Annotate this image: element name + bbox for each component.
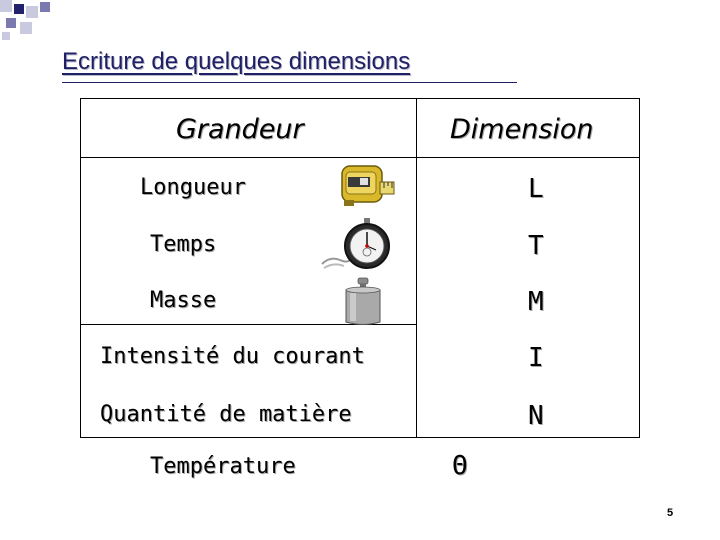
dimension-N: N (528, 401, 544, 431)
quantity-intensite: Intensité du courant (100, 344, 365, 369)
tape-measure-icon (332, 160, 400, 212)
title-underline (62, 82, 517, 83)
dimension-theta: Θ (452, 451, 468, 481)
quantity-temps: Temps (150, 232, 217, 257)
weight-icon (342, 276, 384, 328)
page-number: 5 (667, 507, 674, 519)
stopwatch-icon (318, 216, 394, 272)
quantity-longueur: Longueur (140, 175, 246, 200)
table-header-divider (80, 157, 640, 158)
slide-title: Ecriture de quelques dimensions (62, 48, 411, 75)
quantity-matiere: Quantité de matière (100, 402, 352, 427)
header-grandeur: Grandeur (176, 114, 304, 145)
table-column-divider (416, 98, 417, 438)
quantity-temperature: Température (150, 454, 296, 479)
dimension-T: T (528, 231, 544, 261)
dimension-M: M (528, 287, 544, 317)
dimension-L: L (528, 174, 544, 204)
quantity-masse: Masse (150, 288, 217, 313)
dimension-I: I (528, 343, 544, 373)
header-dimension: Dimension (450, 114, 594, 145)
corner-decoration (0, 0, 70, 50)
